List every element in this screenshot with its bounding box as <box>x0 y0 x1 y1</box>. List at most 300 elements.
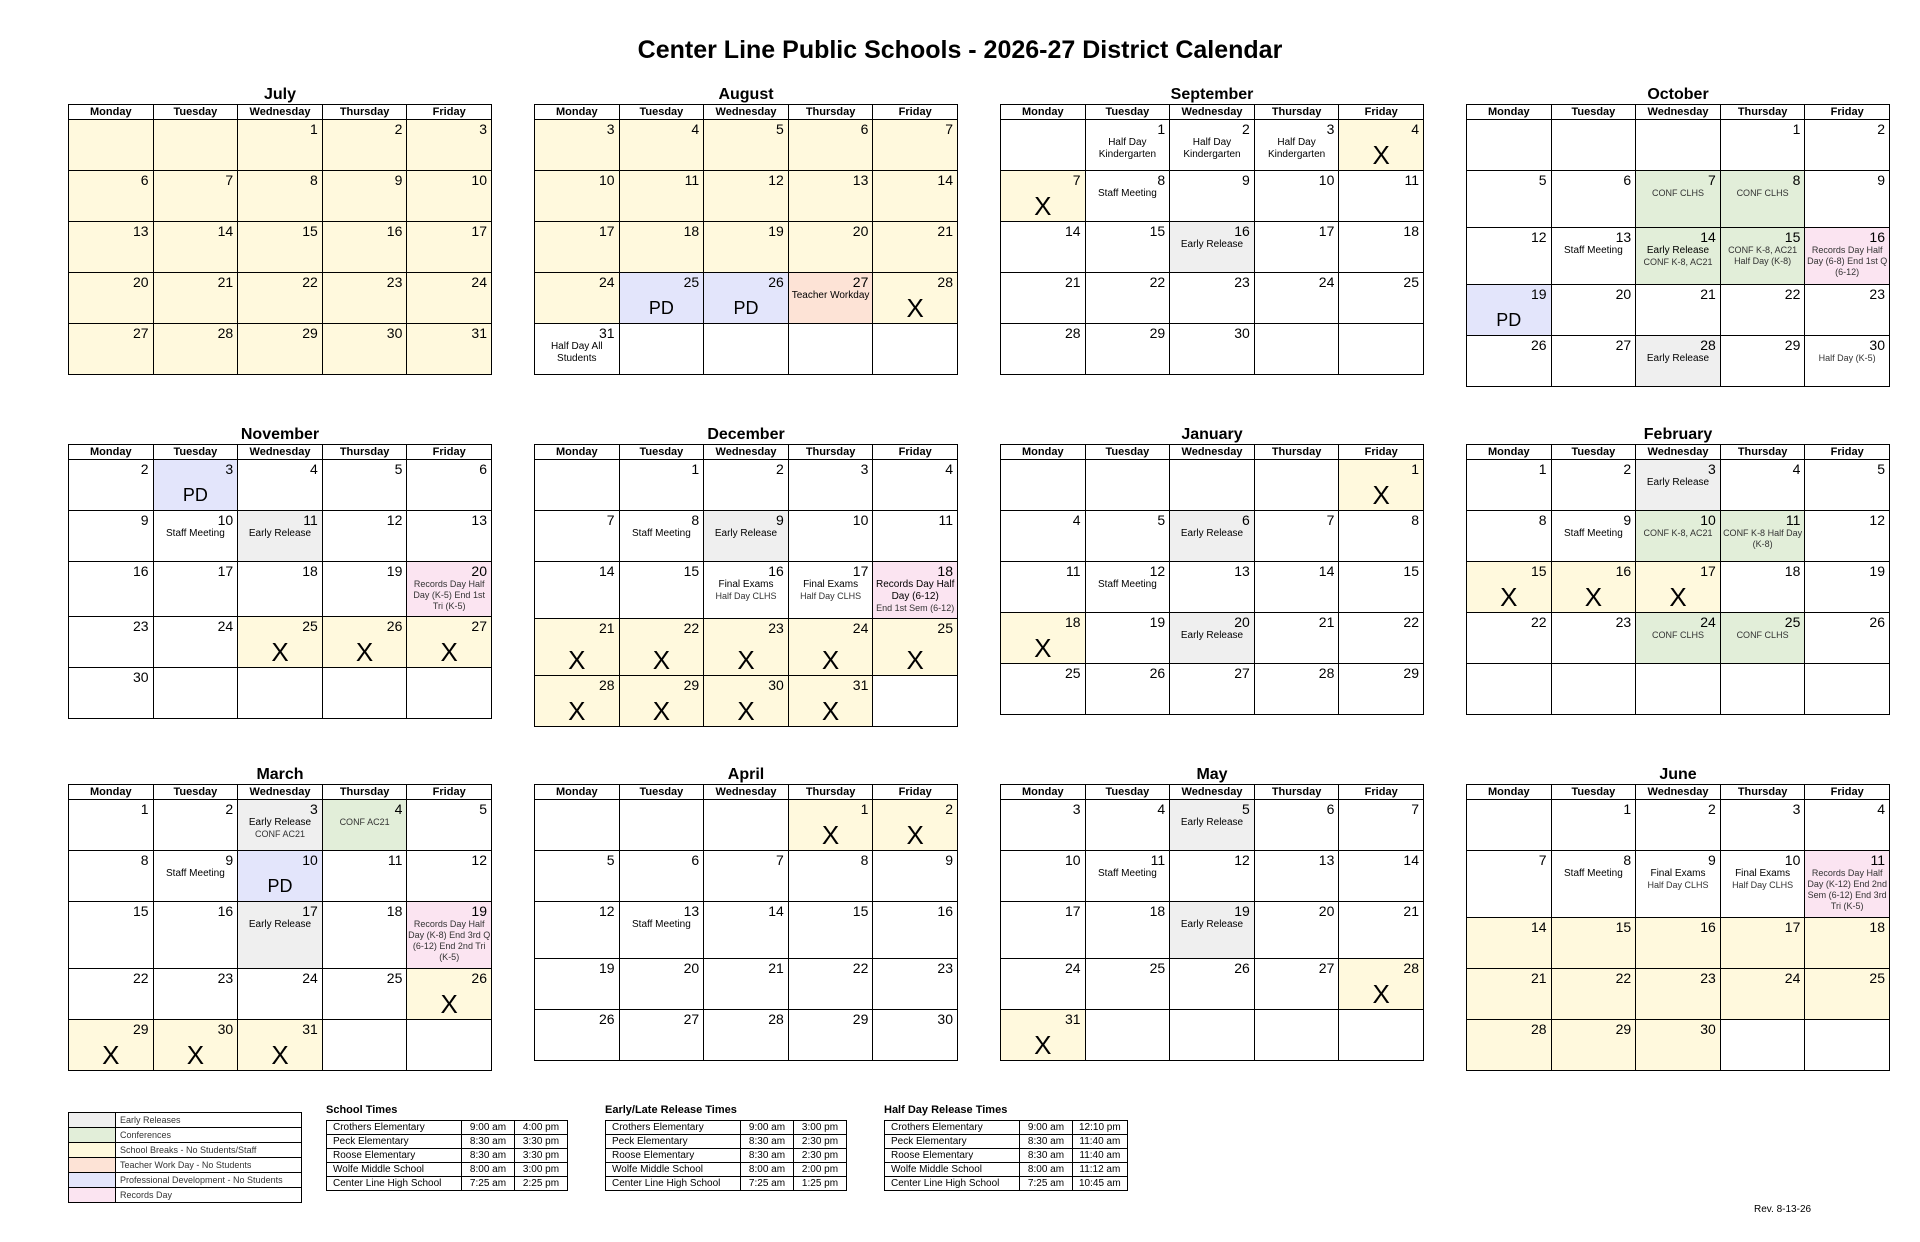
day-number: 1 <box>860 801 869 817</box>
end-time: 1:25 pm <box>794 1177 847 1191</box>
day-cell <box>1339 613 1424 664</box>
day-cell <box>704 676 789 727</box>
day-cell <box>704 1010 789 1061</box>
day-cell <box>69 222 154 273</box>
week-row <box>1467 511 1890 562</box>
day-number: 23 <box>1869 286 1885 302</box>
day-cell <box>1551 120 1636 171</box>
day-cell <box>619 324 704 375</box>
month-november <box>68 426 492 719</box>
day-cell <box>704 120 789 171</box>
day-cell <box>1467 969 1552 1020</box>
day-number: 24 <box>1318 274 1335 290</box>
day-note: Teacher Workday <box>791 290 870 301</box>
weekday-header: Friday <box>1805 105 1890 120</box>
day-number: 4 <box>691 121 700 137</box>
end-time: 2:30 pm <box>794 1135 847 1149</box>
day-number: 28 <box>1531 1021 1547 1037</box>
day-cell <box>873 222 958 273</box>
day-cell <box>322 273 407 324</box>
end-time: 3:30 pm <box>515 1135 568 1149</box>
day-number: 4 <box>1411 121 1419 137</box>
day-subnote: Half Day CLHS <box>800 591 862 601</box>
legend-label: School Breaks - No Students/Staff <box>120 1145 257 1155</box>
start-time: 8:00 am <box>741 1163 794 1177</box>
day-cell <box>153 800 238 851</box>
week-row <box>535 619 958 676</box>
no-school-mark: X <box>821 820 840 850</box>
start-time: 9:00 am <box>741 1121 794 1135</box>
school-name: Center Line High School <box>606 1177 741 1191</box>
day-cell <box>535 273 620 324</box>
start-time: 8:30 am <box>741 1149 794 1163</box>
month-name: December <box>707 426 785 443</box>
day-number: 15 <box>1784 229 1801 245</box>
day-cell <box>1551 336 1636 387</box>
day-number: 13 <box>1234 563 1250 579</box>
day-cell <box>1339 664 1424 715</box>
start-time: 8:30 am <box>1020 1135 1073 1149</box>
day-number: 9 <box>1241 172 1250 188</box>
day-cell <box>238 668 323 719</box>
day-cell <box>1467 613 1552 664</box>
day-cell <box>1805 228 1890 285</box>
day-number: 15 <box>1149 223 1166 239</box>
day-cell <box>1636 800 1721 851</box>
day-cell <box>1551 285 1636 336</box>
day-number: 18 <box>1403 223 1419 239</box>
month-june <box>1466 766 1890 1071</box>
day-cell <box>153 1020 238 1071</box>
legend-swatch <box>69 1173 116 1187</box>
no-school-mark: X <box>737 645 755 675</box>
day-number: 23 <box>133 618 149 634</box>
day-subnote: CONF K-8, AC21 <box>1643 257 1713 267</box>
week-row <box>1467 613 1890 664</box>
day-cell <box>1339 562 1424 613</box>
day-cell <box>153 902 238 969</box>
week-row <box>1001 902 1424 959</box>
day-number: 22 <box>1615 970 1632 986</box>
day-number: 23 <box>768 620 784 636</box>
day-number: 17 <box>302 903 318 919</box>
day-cell <box>1339 222 1424 273</box>
day-number: 21 <box>937 223 953 239</box>
day-cell <box>1170 1010 1255 1061</box>
day-cell <box>153 324 238 375</box>
weekday-header: Friday <box>1805 785 1890 800</box>
day-cell <box>1636 228 1721 285</box>
day-number: 15 <box>683 563 700 579</box>
day-number: 3 <box>606 121 615 137</box>
end-time: 10:45 am <box>1073 1177 1128 1191</box>
weekday-header: Thursday <box>322 105 407 120</box>
day-cell <box>153 617 238 668</box>
day-subnote: CONF CLHS <box>1651 188 1704 198</box>
day-number: 22 <box>852 960 869 976</box>
start-time: 8:30 am <box>741 1135 794 1149</box>
day-cell <box>407 273 492 324</box>
weekday-header: Wednesday <box>238 105 323 120</box>
day-number: 3 <box>225 461 234 477</box>
day-number: 17 <box>1318 223 1335 239</box>
day-cell <box>1805 613 1890 664</box>
day-cell <box>238 969 323 1020</box>
day-number: 14 <box>1318 563 1335 579</box>
day-cell <box>1170 800 1255 851</box>
day-cell <box>1254 511 1339 562</box>
day-cell <box>69 851 154 902</box>
day-number: 25 <box>683 274 700 290</box>
day-cell <box>1170 222 1255 273</box>
day-cell <box>1467 285 1552 336</box>
week-row <box>535 171 958 222</box>
week-row <box>1467 336 1890 387</box>
day-number: 11 <box>1404 172 1419 188</box>
start-time: 8:00 am <box>462 1163 515 1177</box>
weekday-header: Tuesday <box>1085 445 1170 460</box>
weekday-header: Monday <box>1001 785 1086 800</box>
month-name: October <box>1647 86 1709 103</box>
day-note: Staff Meeting <box>632 919 691 930</box>
day-number: 25 <box>1149 960 1166 976</box>
day-number: 2 <box>1877 121 1885 137</box>
day-cell <box>535 171 620 222</box>
no-school-mark: X <box>1372 979 1390 1009</box>
day-number: 4 <box>1072 512 1081 528</box>
day-cell <box>788 851 873 902</box>
day-number: 18 <box>386 903 403 919</box>
day-cell <box>1001 1010 1086 1061</box>
day-cell <box>788 511 873 562</box>
no-school-mark: X <box>737 696 755 726</box>
day-cell <box>407 120 492 171</box>
day-cell <box>1636 285 1721 336</box>
day-subnote: CONF K-8 Half Day (K-8) <box>1723 528 1803 549</box>
day-cell <box>788 273 873 324</box>
day-subnote: Half Day CLHS <box>1732 880 1794 890</box>
day-number: 15 <box>1531 563 1547 579</box>
day-number: 29 <box>1784 337 1801 353</box>
day-number: 30 <box>937 1011 953 1027</box>
day-cell <box>704 222 789 273</box>
week-row <box>69 1020 492 1071</box>
day-cell <box>322 120 407 171</box>
day-subnote: CONF AC21 <box>254 829 305 839</box>
day-number: 3 <box>1707 461 1716 477</box>
weekday-header: Thursday <box>788 445 873 460</box>
day-number: 28 <box>1318 665 1335 681</box>
month-table <box>1466 784 1890 1071</box>
day-cell <box>1001 851 1086 902</box>
day-number: 8 <box>309 172 318 188</box>
no-school-mark: X <box>355 637 374 667</box>
start-time: 9:00 am <box>462 1121 515 1135</box>
weekday-header: Monday <box>1467 445 1552 460</box>
week-row <box>69 222 492 273</box>
day-number: 3 <box>1072 801 1081 817</box>
day-number: 26 <box>471 970 487 986</box>
day-cell <box>238 120 323 171</box>
day-cell <box>322 902 407 969</box>
month-table <box>1466 104 1890 387</box>
week-row <box>69 171 492 222</box>
day-cell <box>1339 511 1424 562</box>
week-row <box>535 460 958 511</box>
month-table <box>534 784 958 1061</box>
week-row <box>1001 511 1424 562</box>
day-subnote: Records Day Half Day (K-12) End 2nd Sem (6-12) End 3rd Tri (K-5) <box>1807 868 1887 911</box>
day-cell <box>1001 800 1086 851</box>
week-row <box>1467 120 1890 171</box>
day-cell <box>1636 613 1721 664</box>
day-number: 9 <box>775 512 784 528</box>
day-note: Staff Meeting <box>166 528 225 539</box>
week-row <box>535 120 958 171</box>
day-cell <box>1085 902 1170 959</box>
day-number: 1 <box>1538 461 1547 477</box>
start-time: 9:00 am <box>1020 1121 1073 1135</box>
day-cell <box>1805 969 1890 1020</box>
weekday-header: Thursday <box>322 785 407 800</box>
day-number: 16 <box>1234 223 1250 239</box>
day-number: 5 <box>1241 801 1250 817</box>
day-number: 19 <box>1531 286 1547 302</box>
day-number: 11 <box>1066 563 1081 579</box>
day-cell <box>1170 460 1255 511</box>
day-cell <box>1254 460 1339 511</box>
week-row <box>1001 222 1424 273</box>
day-cell <box>1551 460 1636 511</box>
no-school-mark: X <box>906 645 924 675</box>
day-number: 9 <box>140 512 149 528</box>
day-cell <box>873 562 958 619</box>
weekday-header: Wednesday <box>704 785 789 800</box>
day-cell <box>69 324 154 375</box>
day-subnote: CONF K-8, AC21 <box>1643 528 1713 538</box>
day-cell <box>1085 562 1170 613</box>
month-table <box>534 104 958 375</box>
day-cell <box>322 562 407 617</box>
no-school-mark: X <box>1669 582 1687 612</box>
day-number: 23 <box>386 274 403 290</box>
no-school-mark: X <box>1034 1030 1052 1060</box>
weekday-header: Monday <box>69 445 154 460</box>
day-number: 23 <box>217 970 234 986</box>
day-cell <box>1467 664 1552 715</box>
legend-row <box>69 1143 301 1158</box>
day-number: 29 <box>852 1011 869 1027</box>
day-note: Early Release <box>1646 477 1710 488</box>
day-number: 1 <box>140 801 149 817</box>
weekday-header: Tuesday <box>1551 105 1636 120</box>
weekday-header: Thursday <box>788 105 873 120</box>
day-cell <box>69 562 154 617</box>
day-number: 9 <box>945 852 953 868</box>
day-number: 14 <box>1700 229 1716 245</box>
day-number: 18 <box>937 563 953 579</box>
table-row <box>606 1135 847 1149</box>
day-number: 19 <box>386 563 403 579</box>
day-cell <box>1720 285 1805 336</box>
day-cell <box>1551 664 1636 715</box>
day-number: 10 <box>1065 852 1081 868</box>
day-number: 29 <box>1615 1021 1632 1037</box>
no-school-mark: X <box>906 293 924 323</box>
day-number: 27 <box>683 1011 700 1027</box>
day-cell <box>1467 336 1552 387</box>
day-number: 1 <box>1623 801 1632 817</box>
day-cell <box>322 969 407 1020</box>
day-cell <box>535 619 620 676</box>
end-time: 11:40 am <box>1073 1135 1128 1149</box>
day-number: 30 <box>386 325 403 341</box>
day-cell <box>153 511 238 562</box>
day-cell <box>1170 324 1255 375</box>
pd-mark: PD <box>648 298 674 318</box>
day-number: 28 <box>599 677 615 693</box>
end-time: 12:10 pm <box>1073 1121 1128 1135</box>
week-row <box>535 222 958 273</box>
day-number: 16 <box>937 903 953 919</box>
day-note: Early Release <box>1180 239 1244 250</box>
day-number: 20 <box>1234 614 1250 630</box>
day-cell <box>619 460 704 511</box>
day-cell <box>1085 800 1170 851</box>
no-school-mark: X <box>821 645 840 675</box>
month-table <box>1000 104 1424 375</box>
school-name: Crothers Elementary <box>327 1121 462 1135</box>
weekday-header: Wednesday <box>1636 105 1721 120</box>
weekday-header: Tuesday <box>1085 105 1170 120</box>
day-subnote: CONF CLHS <box>1736 188 1789 198</box>
day-cell <box>1085 613 1170 664</box>
day-cell <box>1805 1020 1890 1071</box>
day-number: 25 <box>937 620 953 636</box>
day-number: 11 <box>1870 852 1885 868</box>
day-note: Staff Meeting <box>1098 579 1157 590</box>
day-cell <box>873 273 958 324</box>
table-row <box>885 1177 1128 1191</box>
day-cell <box>69 1020 154 1071</box>
week-row <box>535 511 958 562</box>
day-number: 11 <box>938 512 953 528</box>
day-cell <box>153 120 238 171</box>
day-cell <box>788 324 873 375</box>
weekday-header: Wednesday <box>1170 445 1255 460</box>
day-cell <box>407 460 492 511</box>
day-cell <box>788 120 873 171</box>
month-march <box>68 766 492 1071</box>
day-cell <box>1001 171 1086 222</box>
weekday-header: Friday <box>407 785 492 800</box>
day-note: Staff Meeting <box>1098 188 1157 199</box>
day-cell <box>1339 851 1424 902</box>
day-cell <box>1339 120 1424 171</box>
day-cell <box>1339 1010 1424 1061</box>
weekday-header: Tuesday <box>1085 785 1170 800</box>
day-number: 31 <box>1065 1011 1081 1027</box>
day-number: 13 <box>1318 852 1335 868</box>
pd-mark: PD <box>733 298 759 318</box>
day-number: 7 <box>1538 852 1547 868</box>
day-number: 20 <box>1615 286 1632 302</box>
day-number: 26 <box>599 1011 615 1027</box>
day-cell <box>1254 902 1339 959</box>
day-cell <box>1551 1020 1636 1071</box>
day-cell <box>1085 460 1170 511</box>
school-name: Peck Elementary <box>885 1135 1020 1149</box>
day-cell <box>1467 918 1552 969</box>
day-cell <box>1001 902 1086 959</box>
day-subnote: CONF CLHS <box>1651 630 1704 640</box>
week-row <box>1467 228 1890 285</box>
day-cell <box>69 668 154 719</box>
day-cell <box>619 562 704 619</box>
week-row <box>1467 800 1890 851</box>
day-cell <box>1720 613 1805 664</box>
day-number: 4 <box>1877 801 1885 817</box>
start-time: 8:30 am <box>1020 1149 1073 1163</box>
day-number: 20 <box>683 960 700 976</box>
legend-swatch <box>69 1113 116 1127</box>
day-cell <box>1805 918 1890 969</box>
legend-label: Records Day <box>120 1190 173 1200</box>
day-cell <box>1001 613 1086 664</box>
day-cell <box>238 902 323 969</box>
day-cell <box>1170 664 1255 715</box>
early-release-times-table <box>605 1104 847 1191</box>
day-number: 8 <box>1792 172 1801 188</box>
day-note: Half Day Kindergarten <box>1267 137 1326 160</box>
day-cell <box>153 851 238 902</box>
day-cell <box>873 959 958 1010</box>
day-cell <box>535 851 620 902</box>
day-number: 8 <box>1157 172 1166 188</box>
no-school-mark: X <box>102 1040 120 1070</box>
day-number: 25 <box>1403 274 1419 290</box>
day-cell <box>153 668 238 719</box>
day-cell <box>788 676 873 727</box>
day-cell <box>322 851 407 902</box>
day-cell <box>535 902 620 959</box>
day-number: 22 <box>683 620 700 636</box>
day-number: 4 <box>309 461 318 477</box>
end-time: 3:00 pm <box>794 1121 847 1135</box>
day-number: 4 <box>945 461 953 477</box>
month-october <box>1466 86 1890 387</box>
month-name: April <box>727 766 765 783</box>
day-cell <box>1001 273 1086 324</box>
weekday-header: Monday <box>535 445 620 460</box>
day-cell <box>1467 460 1552 511</box>
day-cell <box>1636 336 1721 387</box>
day-number: 27 <box>471 618 487 634</box>
day-number: 7 <box>225 172 234 188</box>
month-name: September <box>1170 86 1254 103</box>
week-row <box>1001 959 1424 1010</box>
weekday-header: Tuesday <box>153 445 238 460</box>
school-name: Crothers Elementary <box>885 1121 1020 1135</box>
day-cell <box>322 1020 407 1071</box>
day-cell <box>1170 562 1255 613</box>
day-number: 27 <box>1234 665 1250 681</box>
day-note: Early Release <box>1180 817 1244 828</box>
weekday-header: Wednesday <box>1170 105 1255 120</box>
day-cell <box>1085 851 1170 902</box>
day-number: 7 <box>1072 172 1081 188</box>
day-cell <box>407 800 492 851</box>
